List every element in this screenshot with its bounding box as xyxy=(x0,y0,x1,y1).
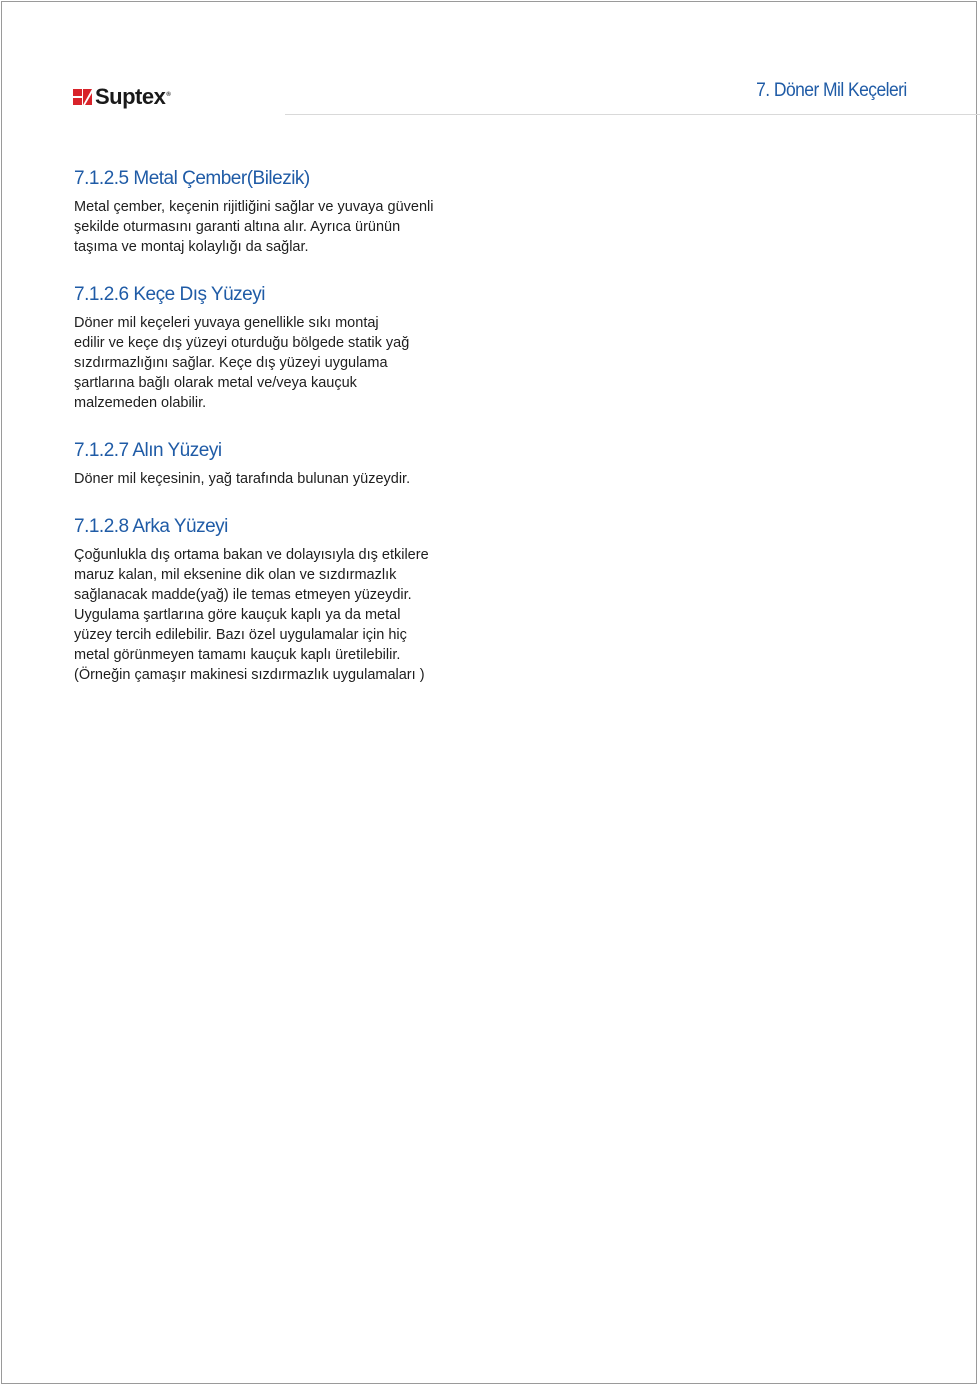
section-body xyxy=(74,545,494,685)
text-line: malzemeden olabilir. xyxy=(74,395,207,411)
section-metal-cember xyxy=(74,166,494,257)
text-line: Metal çember, keçenin rijitliğini sağlar ve yuvaya güvenli xyxy=(74,199,434,215)
text-line: edilir ve keçe dış yüzeyi oturduğu bölgede statik yağ xyxy=(74,335,410,351)
brand-logo xyxy=(73,84,170,110)
text-line: sızdırmazlığını sağlar. Keçe dış yüzeyi uygulama xyxy=(74,355,388,371)
section-kece-dis-yuzeyi xyxy=(74,282,494,413)
section-body xyxy=(74,197,494,257)
section-heading: 7.1.2.7 Alın Yüzeyi xyxy=(74,440,222,461)
registered-mark-icon: ® xyxy=(166,92,171,98)
header-divider xyxy=(285,114,980,115)
text-line: şartlarına bağlı olarak metal ve/veya kauçuk xyxy=(74,375,357,391)
chapter-title: 7. Döner Mil Keçeleri xyxy=(756,80,907,101)
text-line: şekilde oturmasını garanti altına alır. Ayrıca ürünün xyxy=(74,219,401,235)
text-line: Çoğunlukla dış ortama bakan ve dolayısıyla dış etkilere xyxy=(74,547,429,563)
brand-name: Suptex xyxy=(95,84,166,109)
suptex-logo-icon xyxy=(73,87,93,107)
section-arka-yuzeyi xyxy=(74,514,494,685)
text-line: yüzey tercih edilebilir. Bazı özel uygulamalar için hiç xyxy=(74,627,407,643)
main-content xyxy=(74,166,494,710)
text-line: metal görünmeyen tamamı kauçuk kaplı üretilebilir. xyxy=(74,647,401,663)
section-alin-yuzeyi xyxy=(74,438,494,489)
text-line: taşıma ve montaj kolaylığı da sağlar. xyxy=(74,239,309,255)
text-line: Döner mil keçeleri yuvaya genellikle sıkı montaj xyxy=(74,315,379,331)
text-line: Uygulama şartlarına göre kauçuk kaplı ya da metal xyxy=(74,607,401,623)
section-body xyxy=(74,469,494,489)
section-heading: 7.1.2.8 Arka Yüzeyi xyxy=(74,516,228,537)
section-body xyxy=(74,313,494,413)
section-heading: 7.1.2.6 Keçe Dış Yüzeyi xyxy=(74,284,265,305)
text-line: (Örneğin çamaşır makinesi sızdırmazlık uygulamaları ) xyxy=(74,667,425,683)
text-line: Döner mil keçesinin, yağ tarafında bulunan yüzeydir. xyxy=(74,471,411,487)
text-line: sağlanacak madde(yağ) ile temas etmeyen yüzeydir. xyxy=(74,587,412,603)
section-heading: 7.1.2.5 Metal Çember(Bilezik) xyxy=(74,168,310,189)
text-line: maruz kalan, mil eksenine dik olan ve sızdırmazlık xyxy=(74,567,397,583)
